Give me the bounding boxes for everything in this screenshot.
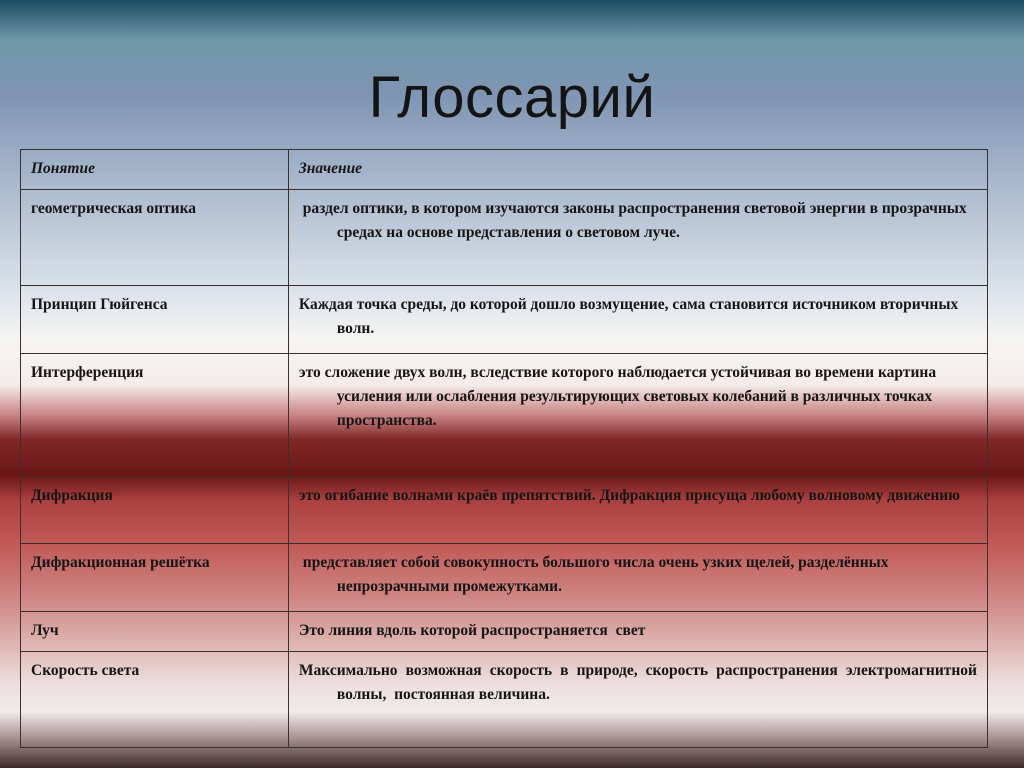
slide-title: Глоссарий — [368, 65, 656, 130]
header-definition: Значение — [288, 150, 987, 190]
definition-cell — [288, 652, 987, 748]
definition-text: раздел оптики, в котором изучаются законы распространения световой энергии в прозрачных средах на основе представления о световом луче. — [298, 200, 971, 241]
definition-cell — [288, 286, 987, 354]
term-cell: Интерференция — [21, 354, 289, 477]
definition-text: это сложение двух волн, вследствие которого наблюдается устойчивая во времени картина усиления или ослабления результирующих световых колебаний в различных точках пространства. — [298, 364, 937, 429]
term-cell: геометрическая оптика — [21, 190, 289, 286]
table-row — [21, 286, 988, 354]
definition-text: это огибание волнами краёв препятствий. Дифракция присуща любому волновому движению — [298, 487, 961, 504]
table-row — [21, 477, 988, 544]
table-row — [21, 354, 988, 477]
term-cell: Дифракционная решётка — [21, 544, 289, 612]
definition-cell — [288, 544, 987, 612]
definition-text: Это линия вдоль которой распространяется свет — [298, 622, 646, 639]
definition-cell — [288, 612, 987, 652]
header-term: Понятие — [21, 150, 289, 190]
definition-cell — [288, 477, 987, 544]
definition-text: Каждая точка среды, до которой дошло возмущение, сама становится источником вторичных волн. — [298, 296, 959, 337]
term-cell: Скорость света — [21, 652, 289, 748]
table-row — [21, 612, 988, 652]
term-cell: Принцип Гюйгенса — [21, 286, 289, 354]
table-row — [21, 544, 988, 612]
term-cell: Луч — [21, 612, 289, 652]
table-header-row — [21, 150, 988, 190]
table-row — [21, 652, 988, 748]
definition-cell — [288, 354, 987, 477]
definition-cell — [288, 190, 987, 286]
term-cell: Дифракция — [21, 477, 289, 544]
glossary-table — [20, 149, 988, 748]
table-row — [21, 190, 988, 286]
definition-text: представляет собой совокупность большого числа очень узких щелей, разделённых непрозрачными промежутками. — [298, 554, 893, 595]
definition-text: Максимально возможная скорость в природе, скорость распространения электромагнитной волны, постоянная величина. — [298, 662, 981, 703]
